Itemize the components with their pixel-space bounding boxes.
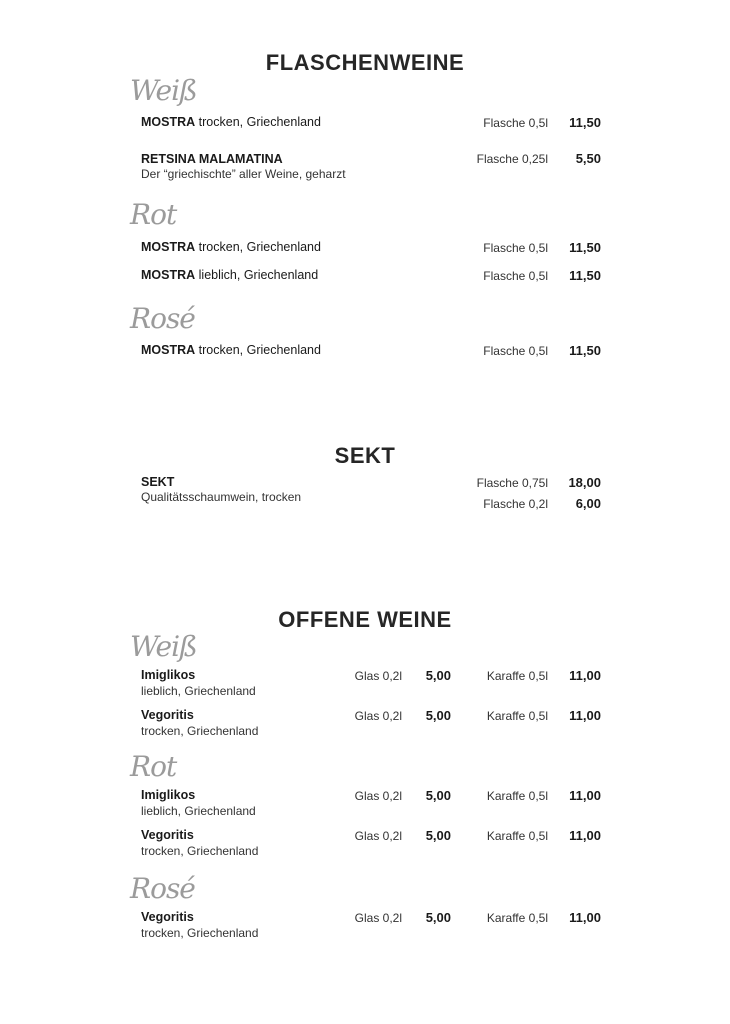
- open-wine-name: [141, 708, 194, 722]
- wine-price: 11,50: [569, 268, 601, 283]
- glass-quantity: Glas 0,2l: [354, 709, 402, 723]
- glass-price: 5,00: [425, 708, 451, 723]
- carafe-price: 11,00: [569, 668, 601, 683]
- glass-quantity: Glas 0,2l: [354, 911, 402, 925]
- carafe-price: 11,00: [569, 708, 601, 723]
- open-wine-desc: trocken, Griechenland: [141, 724, 259, 738]
- open-wine-name-text: Imiglikos: [141, 788, 196, 802]
- glass-quantity: Glas 0,2l: [354, 829, 402, 843]
- wine-name: MOSTRA: [141, 343, 196, 357]
- carafe-quantity: Karaffe 0,5l: [486, 709, 548, 723]
- category-white-label: Weiß: [130, 74, 197, 107]
- sekt-price: 18,00: [568, 475, 601, 490]
- carafe-quantity: Karaffe 0,5l: [486, 669, 548, 683]
- open-wine-name: [141, 668, 195, 682]
- sekt-desc: Qualitätsschaumwein, trocken: [141, 490, 302, 504]
- sekt-quantity: Flasche 0,2l: [483, 497, 548, 511]
- wine-desc: trocken, Griechenland: [198, 240, 321, 254]
- category-white-label: Weiß: [130, 630, 197, 663]
- open-wine-desc: lieblich, Griechenland: [141, 684, 256, 698]
- wine-name: MOSTRA: [141, 240, 196, 254]
- glass-price: 5,00: [425, 788, 451, 803]
- wine-desc: trocken, Griechenland: [198, 115, 321, 129]
- wine-price: 11,50: [569, 115, 601, 130]
- category-rose-label: Rosé: [130, 872, 195, 905]
- wine-desc: lieblich, Griechenland: [198, 268, 319, 282]
- wine-item: [141, 240, 321, 254]
- wine-desc: trocken, Griechenland: [198, 343, 321, 357]
- category-red-label: Rot: [130, 750, 177, 783]
- sekt-name: [141, 475, 174, 489]
- category-rose-label: Rosé: [130, 302, 195, 335]
- wine-quantity: Flasche 0,5l: [483, 344, 548, 358]
- section-title-sekt: SEKT: [334, 443, 396, 468]
- sekt-quantity: Flasche 0,75l: [476, 476, 548, 490]
- wine-quantity: Flasche 0,5l: [483, 116, 548, 130]
- wine-item: [141, 343, 321, 357]
- wine-price: 11,50: [569, 240, 601, 255]
- wine-desc: Der “griechischte” aller Weine, geharzt: [141, 167, 346, 181]
- carafe-quantity: Karaffe 0,5l: [486, 829, 548, 843]
- section-title-open-wines: OFFENE WEINE: [278, 607, 452, 632]
- glass-quantity: Glas 0,2l: [354, 669, 402, 683]
- carafe-price: 11,00: [569, 910, 601, 925]
- wine-quantity: Flasche 0,5l: [483, 241, 548, 255]
- wine-quantity: Flasche 0,25l: [476, 152, 548, 166]
- open-wine-name-text: Vegoritis: [141, 708, 194, 722]
- open-wine-desc: trocken, Griechenland: [141, 926, 259, 940]
- open-wine-name: [141, 910, 194, 924]
- wine-quantity: Flasche 0,5l: [483, 269, 548, 283]
- category-red-label: Rot: [130, 198, 177, 231]
- open-wine-name: [141, 788, 195, 802]
- wine-name: MOSTRA: [141, 268, 196, 282]
- carafe-quantity: Karaffe 0,5l: [486, 789, 548, 803]
- wine-item: [141, 115, 321, 129]
- open-wine-name-text: Vegoritis: [141, 828, 194, 842]
- wine-name: [141, 152, 283, 166]
- open-wine-desc: lieblich, Griechenland: [141, 804, 256, 818]
- open-wine-name: [141, 828, 194, 842]
- wine-price: 5,50: [575, 151, 601, 166]
- wine-item: [141, 268, 318, 282]
- wine-price: 11,50: [569, 343, 601, 358]
- carafe-price: 11,00: [569, 788, 601, 803]
- wine-name-text: RETSINA MALAMATINA: [141, 152, 283, 166]
- carafe-quantity: Karaffe 0,5l: [486, 911, 548, 925]
- glass-price: 5,00: [425, 910, 451, 925]
- open-wine-desc: trocken, Griechenland: [141, 844, 259, 858]
- open-wine-name-text: Vegoritis: [141, 910, 194, 924]
- glass-quantity: Glas 0,2l: [354, 789, 402, 803]
- glass-price: 5,00: [425, 668, 451, 683]
- carafe-price: 11,00: [569, 828, 601, 843]
- section-title-bottle-wines: FLASCHENWEINE: [265, 50, 465, 75]
- open-wine-name-text: Imiglikos: [141, 668, 196, 682]
- glass-price: 5,00: [425, 828, 451, 843]
- sekt-price: 6,00: [575, 496, 601, 511]
- sekt-name-text: SEKT: [141, 475, 175, 489]
- wine-name: MOSTRA: [141, 115, 196, 129]
